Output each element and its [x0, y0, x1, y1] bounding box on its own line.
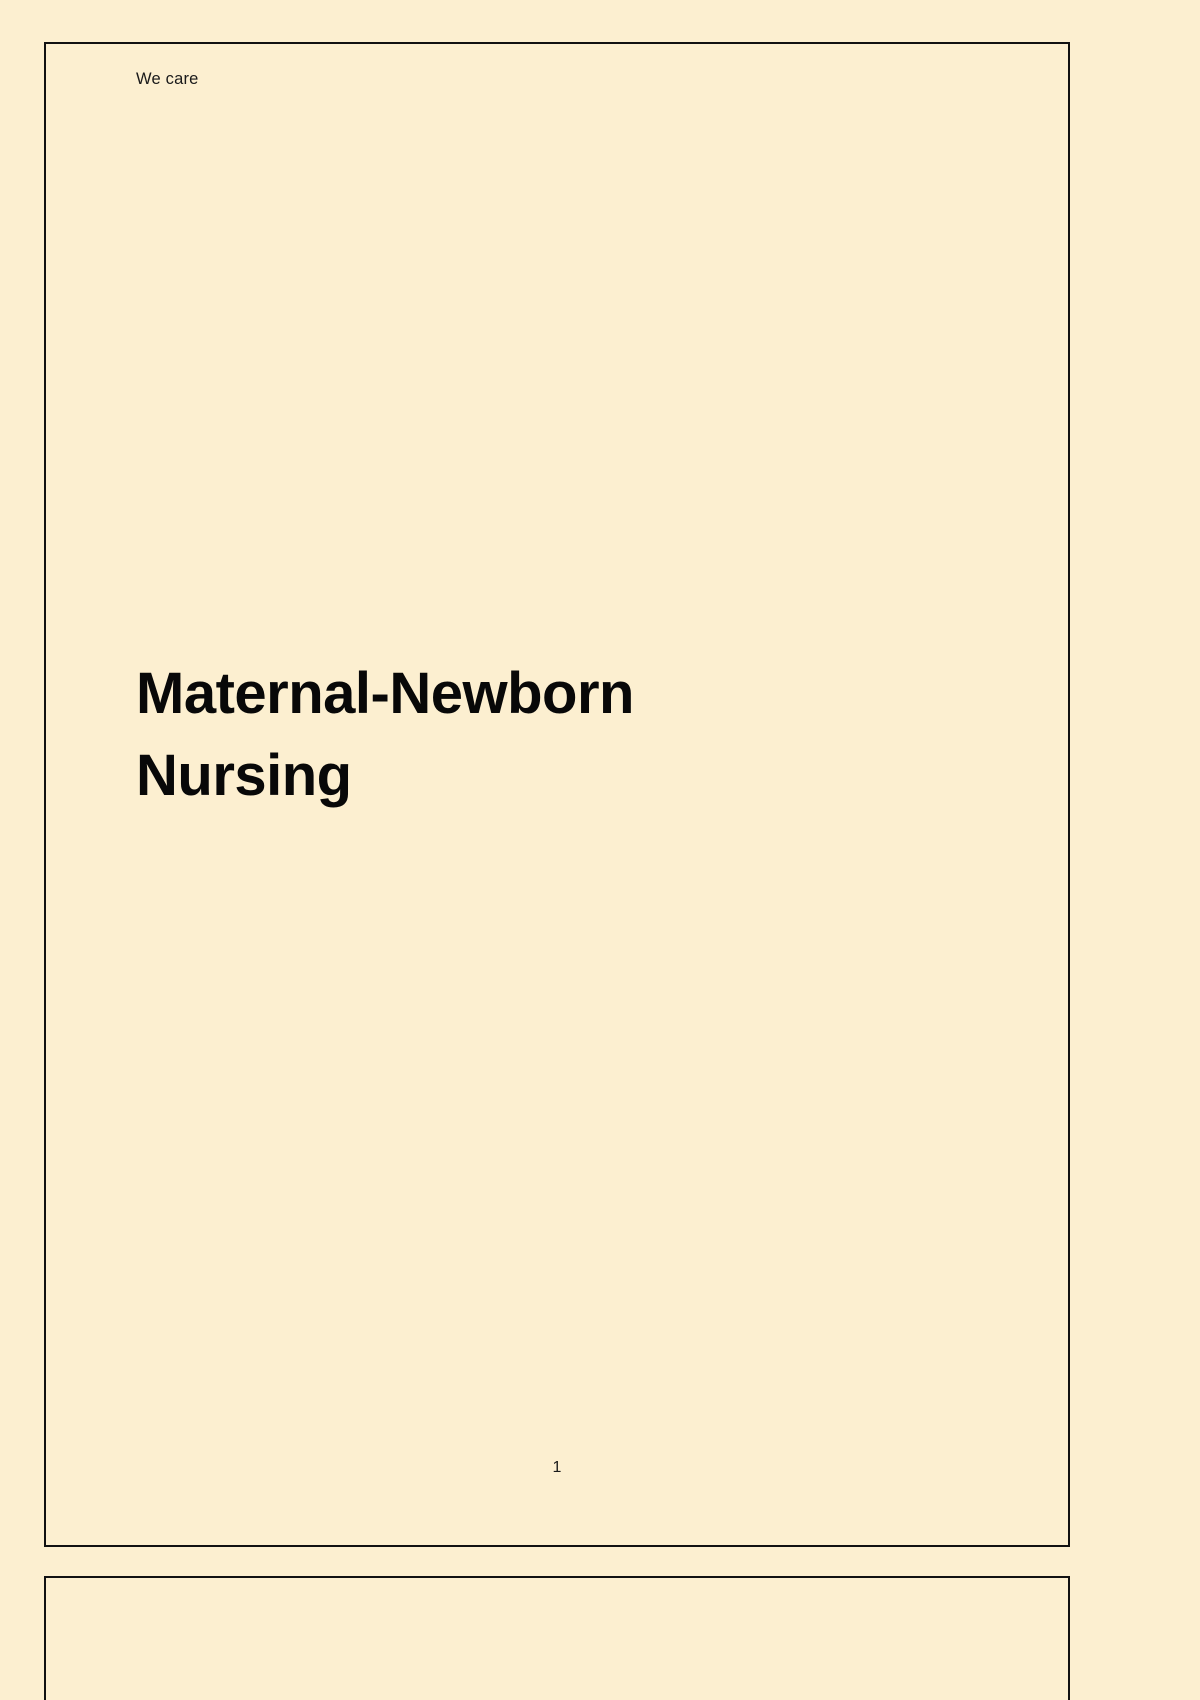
page-header-note: We care: [136, 70, 199, 88]
page-title: Maternal-Newborn Nursing: [136, 660, 634, 809]
document-page-1: [44, 42, 1070, 1547]
document-page-2-top-edge: [44, 1576, 1070, 1700]
page-number: 1: [552, 1459, 562, 1476]
